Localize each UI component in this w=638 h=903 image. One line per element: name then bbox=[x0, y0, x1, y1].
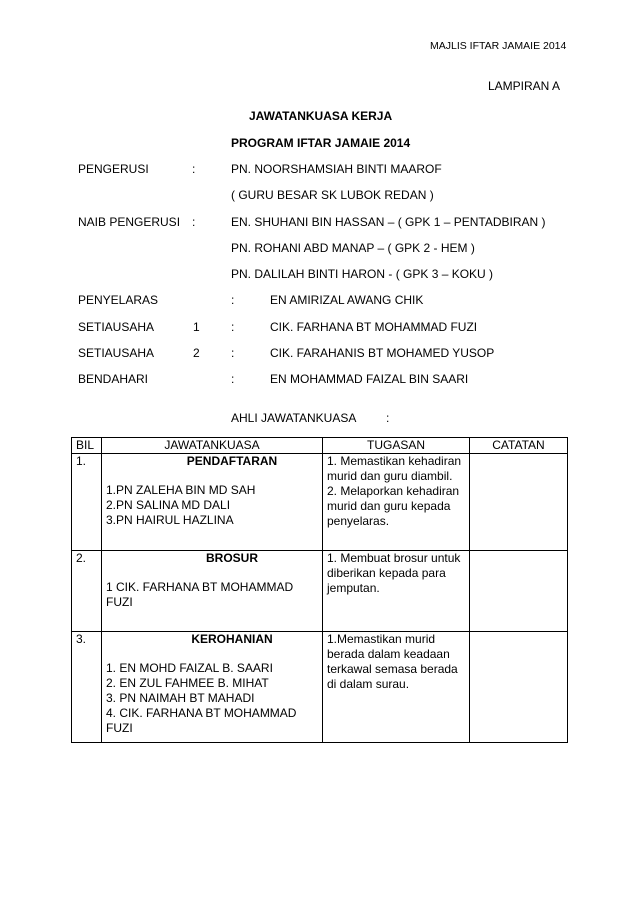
name-naib-3: PN. DALILAH BINTI HARON - ( GPK 3 – KOKU ) bbox=[231, 267, 494, 281]
header-tugasan: TUGASAN bbox=[323, 438, 470, 454]
role-penyelaras: PENYELARAS bbox=[78, 293, 159, 307]
duty-line: murid dan guru diambil. bbox=[327, 469, 453, 483]
role-setiausaha-1: SETIAUSAHA bbox=[78, 320, 155, 334]
role-bendahari: BENDAHARI bbox=[78, 372, 149, 386]
committee-cell bbox=[102, 632, 323, 743]
table-row bbox=[72, 632, 568, 743]
committee-cell bbox=[102, 454, 323, 551]
name-bendahari: EN MOHAMMAD FAIZAL BIN SAARI bbox=[270, 372, 469, 386]
colon: : bbox=[192, 215, 196, 229]
member-name: 3.PN HAIRUL HAZLINA bbox=[106, 513, 234, 527]
duty-line: 2. Melaporkan kehadiran bbox=[327, 484, 460, 498]
row-number: 2. bbox=[72, 551, 102, 632]
member-name: 3. PN NAIMAH BT MAHADI bbox=[106, 691, 255, 705]
duty-line: diberikan kepada para bbox=[327, 566, 446, 580]
remarks-cell bbox=[470, 632, 568, 743]
committee-title: BROSUR bbox=[205, 551, 258, 565]
duties-cell bbox=[323, 454, 470, 551]
duties-cell bbox=[323, 551, 470, 632]
name-penyelaras: EN AMIRIZAL AWANG CHIK bbox=[270, 293, 424, 307]
colon: : bbox=[231, 293, 235, 307]
duty-line: di dalam surau. bbox=[327, 677, 410, 691]
duties-cell bbox=[323, 632, 470, 743]
member-name: FUZI bbox=[106, 721, 133, 735]
member-name: 1. EN MOHD FAIZAL B. SAARI bbox=[106, 661, 273, 675]
member-name: FUZI bbox=[106, 595, 133, 609]
committee-table bbox=[71, 437, 568, 743]
running-header: MAJLIS IFTAR JAMAIE 2014 bbox=[430, 40, 567, 52]
duty-line: penyelaras. bbox=[327, 514, 390, 528]
doc-title: JAWATANKUASA KERJA bbox=[249, 109, 393, 123]
header-catatan: CATATAN bbox=[470, 438, 568, 454]
header-bil: BIL bbox=[72, 438, 102, 454]
note-pengerusi: ( GURU BESAR SK LUBOK REDAN ) bbox=[231, 188, 434, 202]
remarks-cell bbox=[470, 551, 568, 632]
appendix-label: LAMPIRAN A bbox=[488, 79, 561, 93]
row-number: 1. bbox=[72, 454, 102, 551]
role-pengerusi: PENGERUSI bbox=[78, 162, 149, 176]
colon: : bbox=[231, 320, 235, 334]
member-name: 1 CIK. FARHANA BT MOHAMMAD bbox=[106, 580, 294, 594]
table-header-row bbox=[72, 438, 568, 454]
member-name: 1.PN ZALEHA BIN MD SAH bbox=[106, 483, 256, 497]
colon: : bbox=[386, 411, 390, 425]
table-row bbox=[72, 454, 568, 551]
name-naib-2: PN. ROHANI ABD MANAP – ( GPK 2 - HEM ) bbox=[231, 241, 475, 255]
member-list bbox=[106, 483, 318, 528]
duty-line: jemputan. bbox=[327, 581, 380, 595]
committee-title: KEROHANIAN bbox=[191, 632, 273, 646]
name-naib-1: EN. SHUHANI BIN HASSAN – ( GPK 1 – PENTADBIRAN ) bbox=[231, 215, 546, 229]
role-naib-pengerusi: NAIB PENGERUSI bbox=[78, 215, 181, 229]
colon: : bbox=[231, 346, 235, 360]
committee-cell bbox=[102, 551, 323, 632]
role-setiausaha-2: SETIAUSAHA bbox=[78, 346, 155, 360]
name-setiausaha-1: CIK. FARHANA BT MOHAMMAD FUZI bbox=[270, 320, 478, 334]
duty-line: berada dalam keadaan bbox=[327, 647, 450, 661]
doc-subtitle: PROGRAM IFTAR JAMAIE 2014 bbox=[231, 136, 411, 150]
member-name: 2.PN SALINA MD DALI bbox=[106, 498, 231, 512]
duty-line: 1.Memastikan murid bbox=[327, 632, 436, 646]
member-name: 2. EN ZUL FAHMEE B. MIHAT bbox=[106, 676, 269, 690]
committee-members-label: AHLI JAWATANKUASA bbox=[231, 411, 357, 425]
duty-line: 1. Memastikan kehadiran bbox=[327, 454, 462, 468]
colon: : bbox=[231, 372, 235, 386]
name-pengerusi: PN. NOORSHAMSIAH BINTI MAAROF bbox=[231, 162, 442, 176]
duty-line: murid dan guru kepada bbox=[327, 499, 451, 513]
duty-line: terkawal semasa berada bbox=[327, 662, 458, 676]
name-setiausaha-2: CIK. FARAHANIS BT MOHAMED YUSOP bbox=[270, 346, 495, 360]
member-name: 4. CIK. FARHANA BT MOHAMMAD bbox=[106, 706, 297, 720]
committee-title: PENDAFTARAN bbox=[186, 454, 278, 468]
member-list bbox=[106, 580, 318, 610]
number-setiausaha-1: 1 bbox=[193, 320, 200, 334]
duty-line: 1. Membuat brosur untuk bbox=[327, 551, 461, 565]
remarks-cell bbox=[470, 454, 568, 551]
table-row bbox=[72, 551, 568, 632]
number-setiausaha-2: 2 bbox=[193, 346, 200, 360]
row-number: 3. bbox=[72, 632, 102, 743]
header-jawatankuasa: JAWATANKUASA bbox=[102, 438, 323, 454]
member-list bbox=[106, 661, 318, 736]
colon: : bbox=[192, 162, 196, 176]
